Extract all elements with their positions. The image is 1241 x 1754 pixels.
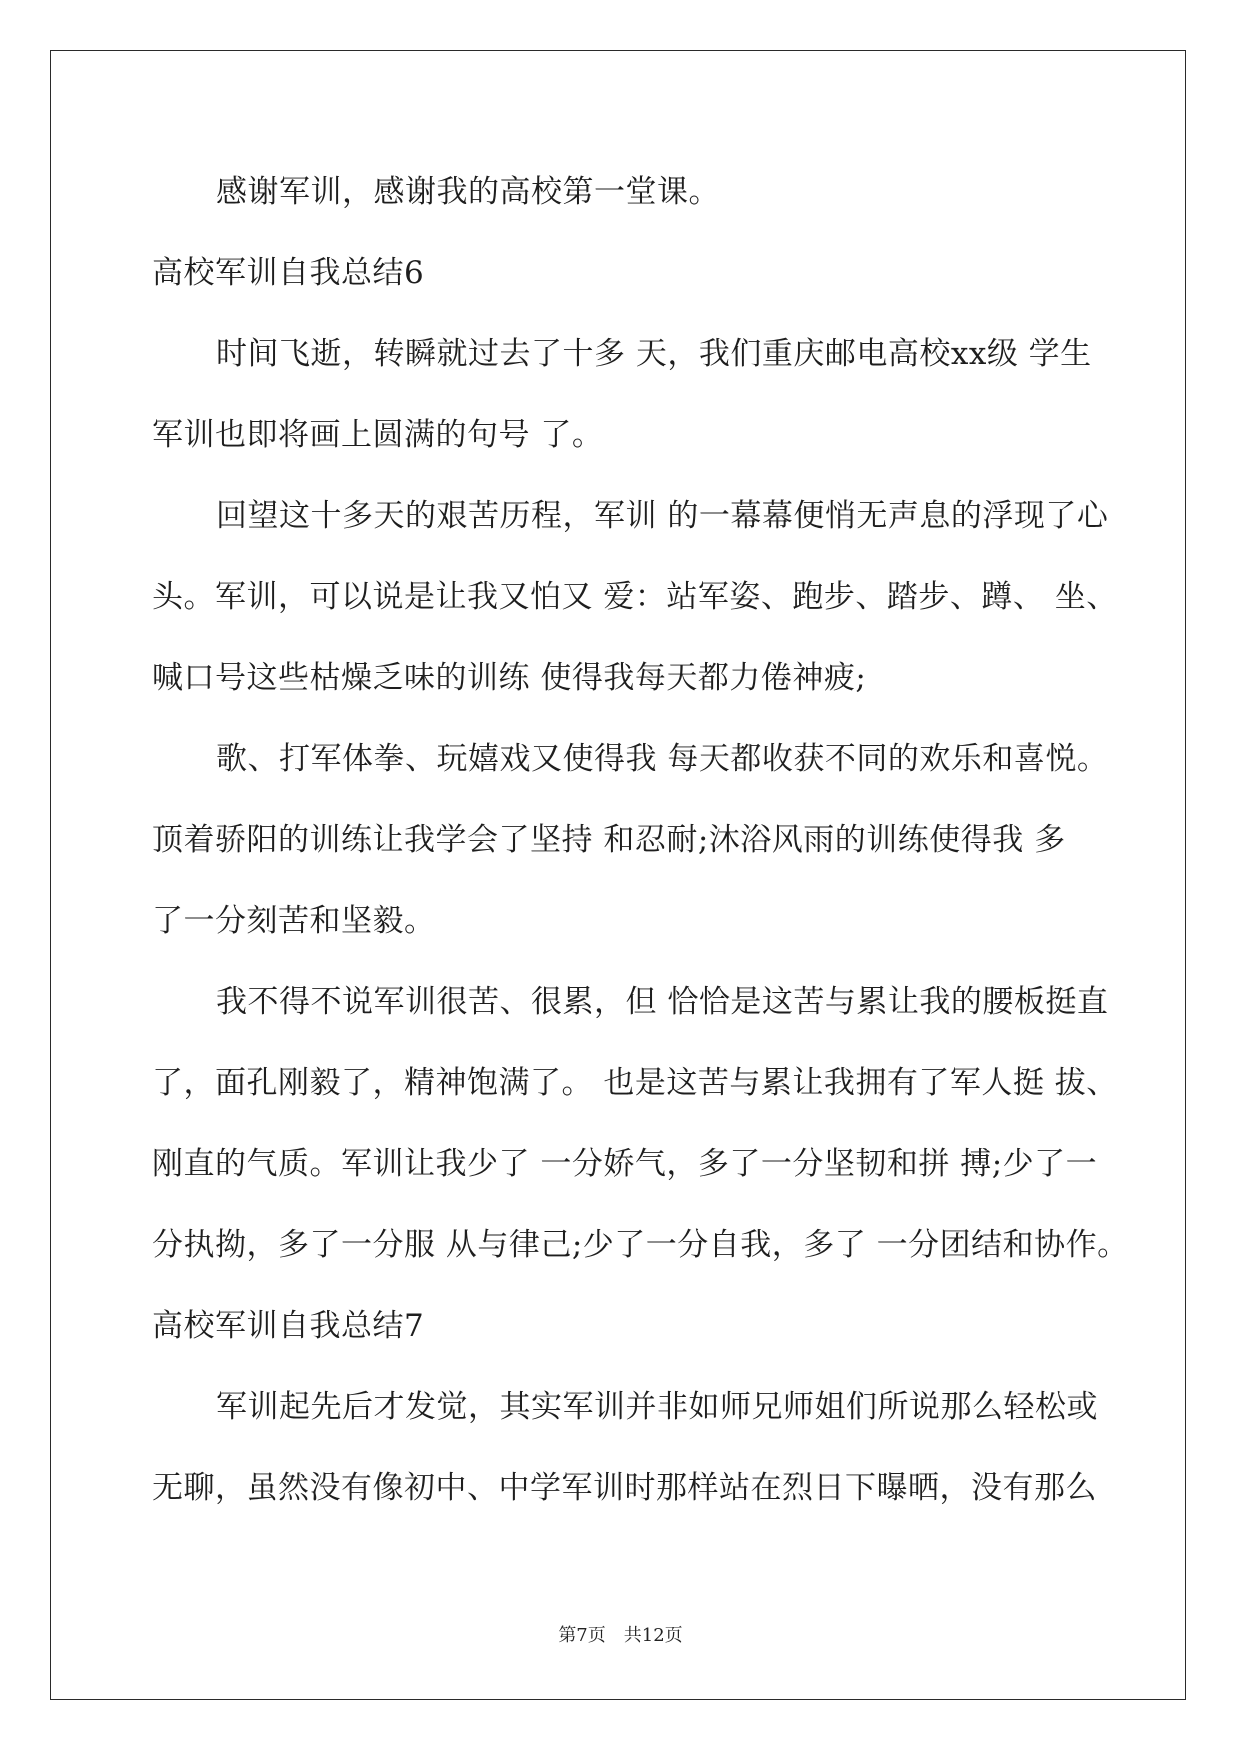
document-body xyxy=(152,152,1132,1529)
text-line: 了一分刻苦和坚毅。 xyxy=(152,903,436,939)
text-line: 军训也即将画上圆满的句号 了。 xyxy=(152,417,604,453)
section-heading: 高校军训自我总结6 xyxy=(152,255,425,291)
text-line: 顶着骄阳的训练让我学会了坚持 和忍耐;沐浴风雨的训练使得我 多 xyxy=(152,822,1066,858)
section-heading: 高校军训自我总结7 xyxy=(152,1308,425,1344)
text-line: 了，面孔刚毅了，精神饱满了。 也是这苦与累让我拥有了军人挺 拔、 xyxy=(152,1065,1118,1101)
text-line: 歌、打军体拳、玩嬉戏又使得我 每天都收获不同的欢乐和喜悦。 xyxy=(216,741,1109,777)
text-line: 我不得不说军训很苦、很累，但 恰恰是这苦与累让我的腰板挺直 xyxy=(216,984,1109,1020)
text-line: 分执拗，多了一分服 从与律己;少了一分自我，多了 一分团结和协作。 xyxy=(152,1227,1129,1263)
text-line: 头。军训，可以说是让我又怕又 爱：站军姿、跑步、踏步、蹲、 坐、 xyxy=(152,579,1118,615)
text-line: 无聊，虽然没有像初中、中学军训时那样站在烈日下曝晒，没有那么 xyxy=(152,1470,1097,1506)
text-line: 刚直的气质。军训让我少了 一分娇气，多了一分坚韧和拼 搏;少了一 xyxy=(152,1146,1098,1182)
text-line: 军训起先后才发觉，其实军训并非如师兄师姐们所说那么轻松或 xyxy=(216,1389,1098,1425)
text-line: 回望这十多天的艰苦历程，军训 的一幕幕便悄无声息的浮现了心 xyxy=(216,498,1109,534)
text-line: 时间飞逝，转瞬就过去了十多 天，我们重庆邮电高校xx级 学生 xyxy=(216,336,1092,372)
page-number-footer: 第7页 共12页 xyxy=(558,1625,683,1646)
text-line: 感谢军训，感谢我的高校第一堂课。 xyxy=(216,174,720,210)
text-line: 喊口号这些枯燥乏味的训练 使得我每天都力倦神疲; xyxy=(152,660,867,696)
